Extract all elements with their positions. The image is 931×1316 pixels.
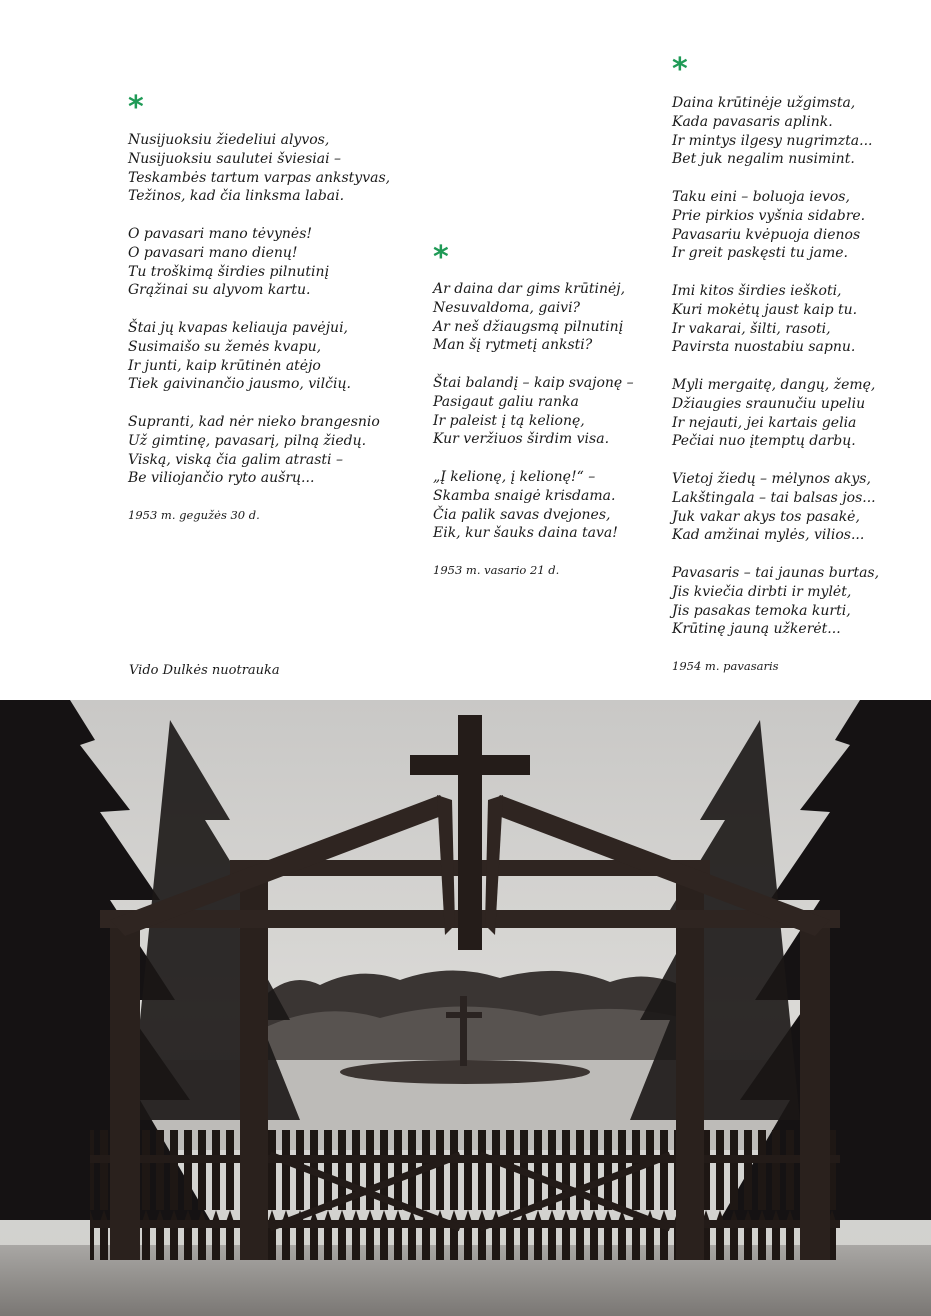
poem-3 — [672, 52, 880, 674]
poem-1 — [128, 90, 391, 523]
stanza: Taku eini – boluoja ievos, Prie pirkios vyšnia sidabre. Pavasariu kvėpuoja dienos Ir greit paskęsti tu jame. — [672, 188, 866, 262]
stanza: Myli mergaitę, dangų, žemę, Džiaugies sraunučiu upeliu Ir nejauti, jei kartais gelia Pečiai nuo įtemptų darbų. — [672, 376, 876, 450]
stanza: Daina krūtinėje užgimsta, Kada pavasaris aplink. Ir mintys ilgesy nugrimzta... Bet juk negalim nusimint. — [672, 95, 873, 168]
stanza: Štai jų kvapas keliauja pavėjui, Susimaišo su žemės kvapu, Ir junti, kaip krūtinėn atėjo Tiek gaivinančio jausmo, vilčių. — [128, 319, 351, 393]
poem-3-body — [672, 94, 879, 639]
cemetery-gate-photo — [0, 700, 931, 1316]
poem-2 — [433, 240, 634, 578]
stanza: Vietoj žiedų – mėlynos akys, Lakštingala – tai balsas jos... Juk vakar akys tos pasakė, Kad amžinai mylės, vilios... — [672, 470, 876, 544]
stanza: Supranti, kad nėr nieko brangesnio Už gimtinę, pavasarį, pilną žiedų. Viską, viską čia galim atrasti – Be viliojančio ryto aušrų... — [128, 413, 380, 487]
stanza: O pavasari mano tėvynės! O pavasari mano dienų! Tu troškimą širdies pilnutinį Grąžinai su alyvom kartu. — [128, 225, 330, 299]
stanza: „Į kelionę, į kelionę!“ – Skamba snaigė krisdama. Čia palik savas dvejones, Eik, kur šauks daina tava! — [433, 468, 618, 542]
photo-credit: Vido Dulkės nuotrauka — [129, 663, 280, 678]
poem-date: 1953 m. gegužės 30 d. — [128, 508, 260, 523]
stanza: Štai balandį – kaip svajonę – Pasigaut galiu ranka Ir paleist į tą kelionę, Kur veržiuos širdim visa. — [433, 374, 634, 448]
stanza: Pavasaris – tai jaunas burtas, Jis kviečia dirbti ir mylėt, Jis pasakas temoka kurti, Krūtinę jauną užkerėt... — [672, 564, 880, 638]
stanza: Nusijuoksiu žiedeliui alyvos, Nusijuoksiu saulutei šviesiai – Teskambės tartum varpas ankstyvas, Težinos, kad čia linksma labai. — [128, 132, 391, 205]
poem-date: 1954 m. pavasaris — [672, 659, 779, 674]
poem-date: 1953 m. vasario 21 d. — [433, 563, 560, 578]
asterisk-marker: * — [672, 52, 688, 87]
stanza: Ar daina dar gims krūtinėj, Nesuvaldoma, gaivi? Ar neš džiaugsmą pilnutinį Man šį rytmetį anksti? — [433, 281, 626, 354]
stanza: Imi kitos širdies ieškoti, Kuri mokėtų jaust kaip tu. Ir vakarai, šilti, rasoti, Pavirsta nuostabiu sapnu. — [672, 282, 858, 356]
poem-1-body — [128, 131, 390, 488]
asterisk-marker: * — [433, 240, 449, 275]
poem-2-body — [433, 280, 634, 543]
asterisk-marker: * — [128, 90, 144, 125]
